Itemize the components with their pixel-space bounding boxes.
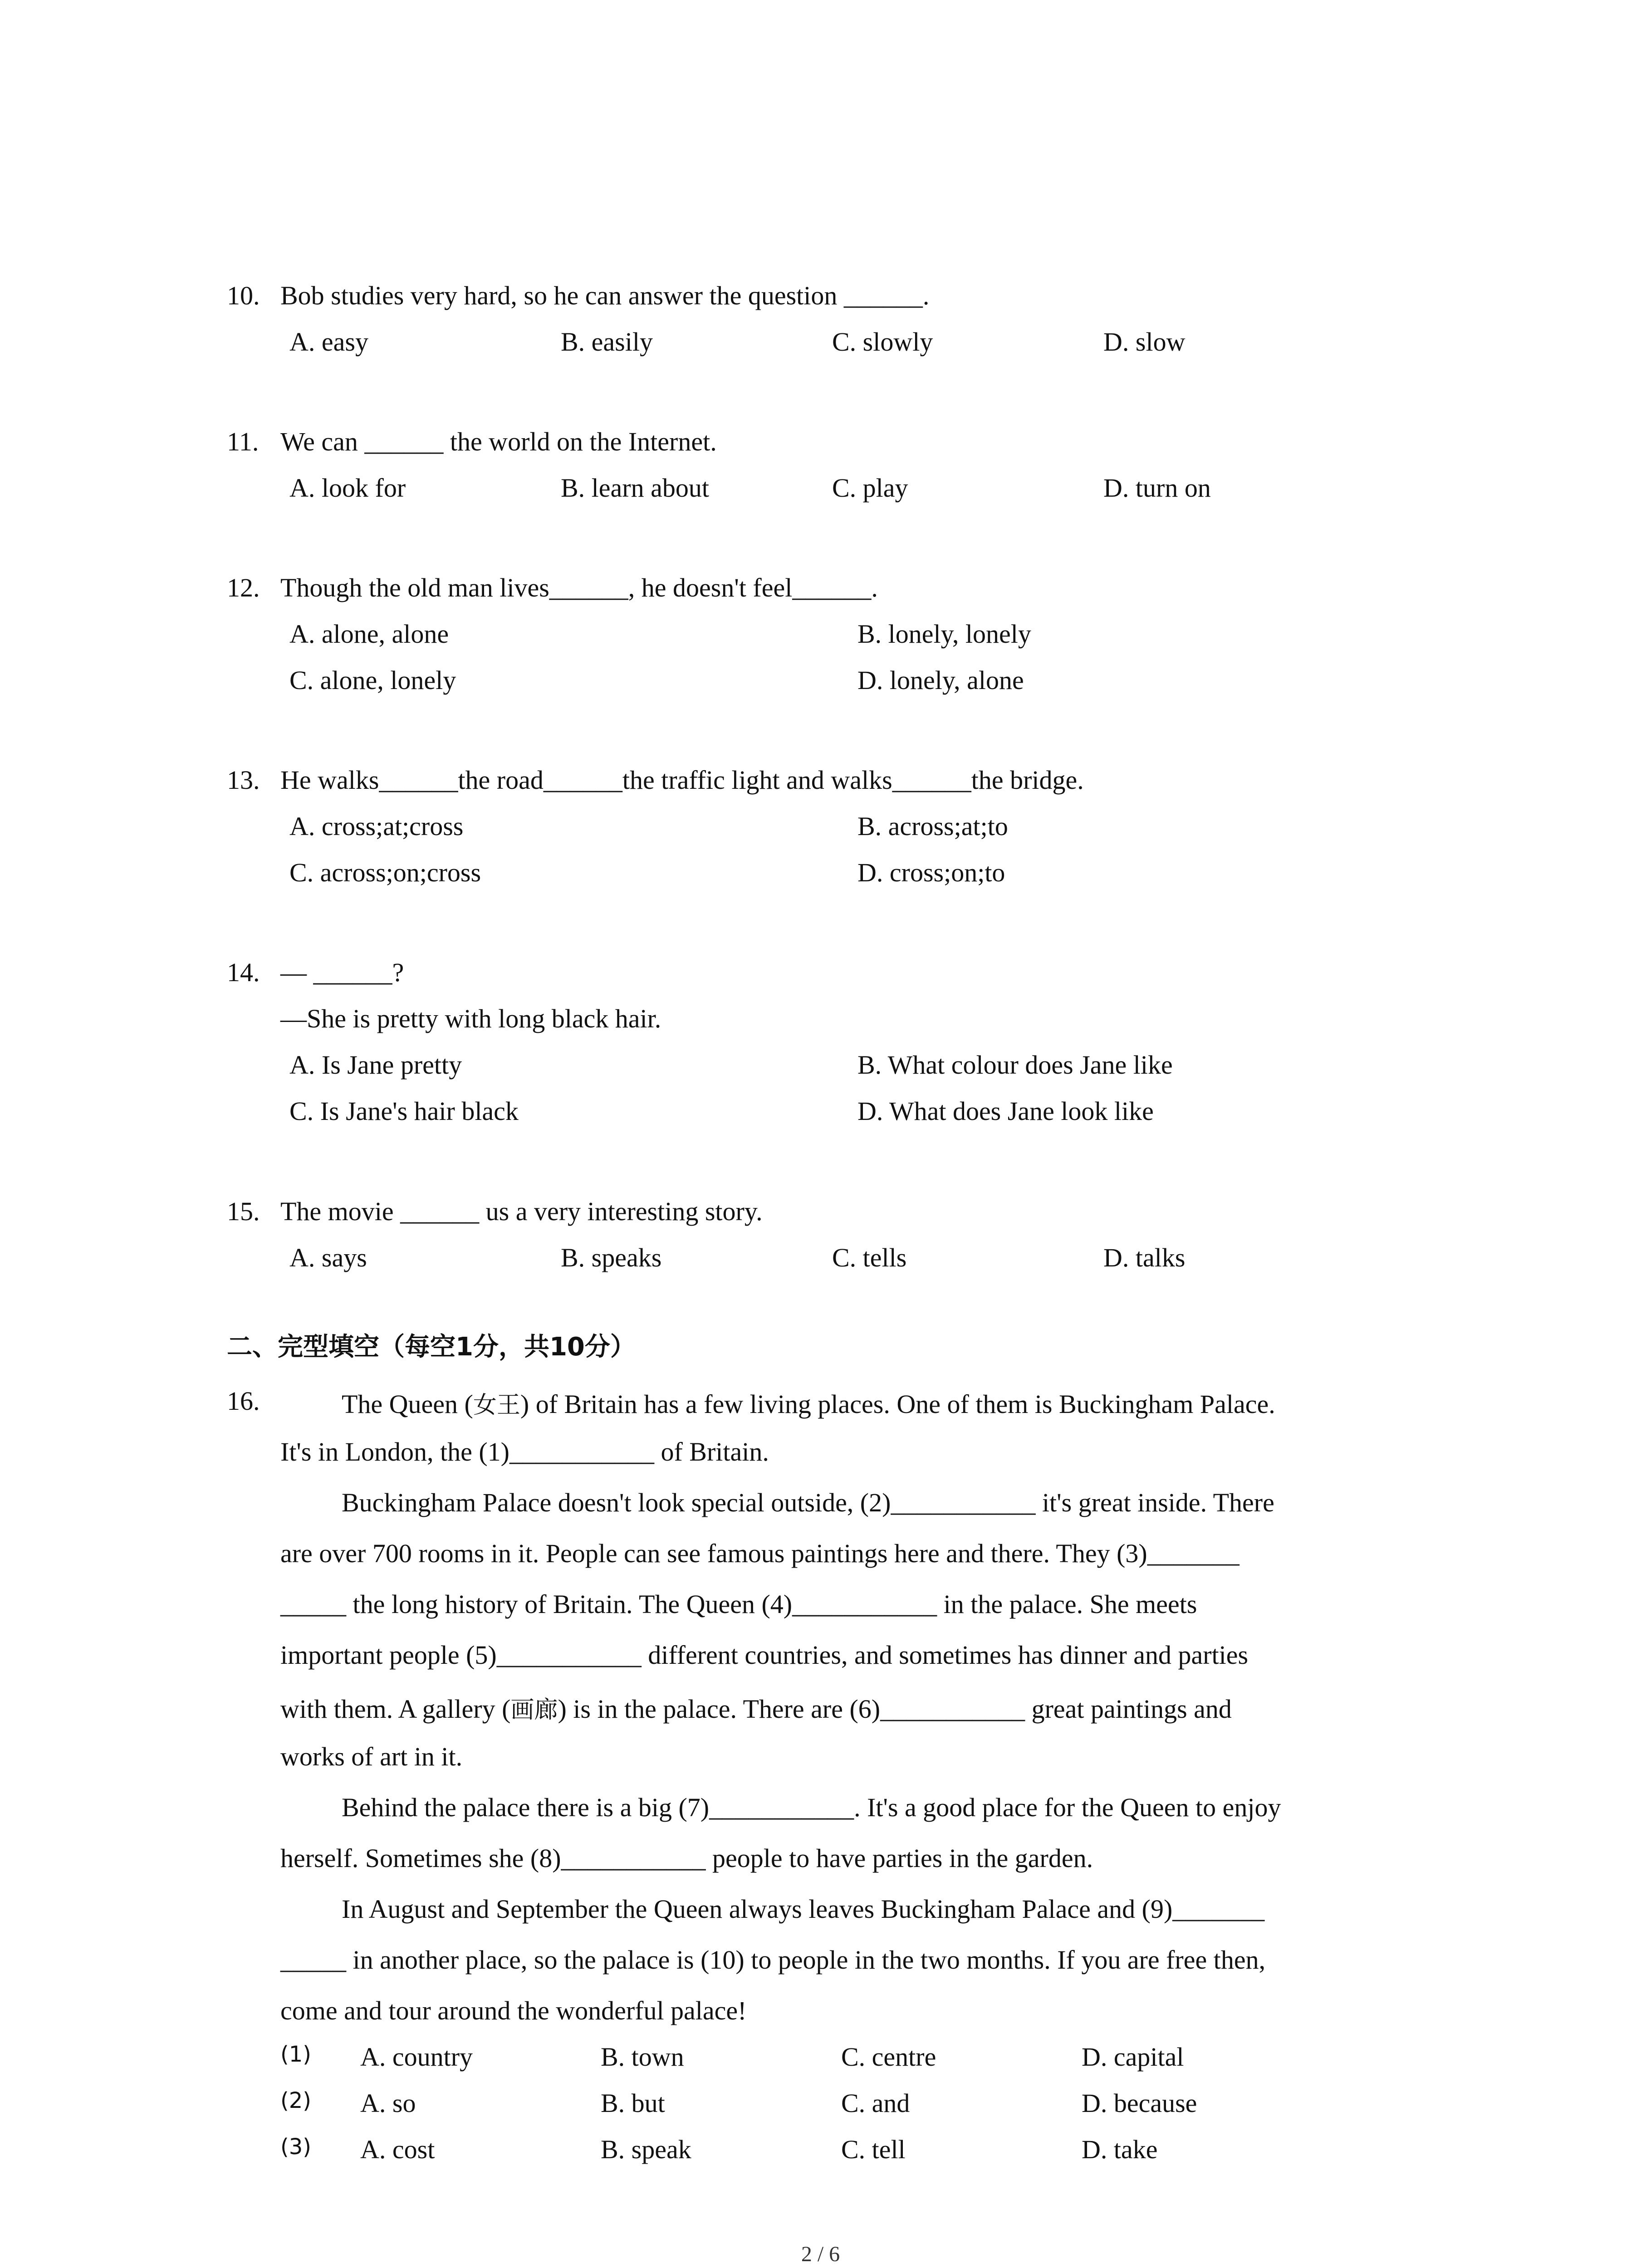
option-b: B. speak [601,2135,691,2164]
passage-line: _____ in another place, so the palace is (10) to people in the two months. If you are free then, [280,1945,1266,1975]
option-d: D. talks [1103,1243,1185,1272]
option-d: D. take [1082,2135,1158,2164]
option-a: A. easy [289,327,368,357]
question-stem: Bob studies very hard, so he can answer the question ______. [280,281,930,310]
question-stem: He walks______the road______the traffic light and walks______the bridge. [280,765,1084,795]
question-number: 12. [227,573,260,602]
option-c: C. tell [841,2135,906,2164]
passage-line: with them. A gallery (画廊) is in the palace. There are (6)___________ great paintings and [280,1694,1232,1724]
option-d: D. cross;on;to [857,858,1005,887]
option-d: D. What does Jane look like [857,1096,1154,1126]
option-a: A. country [360,2042,473,2072]
option-c: C. tells [832,1243,907,1272]
passage-line: _____ the long history of Britain. The Queen (4)___________ in the palace. She meets [280,1589,1197,1619]
option-b: B. town [601,2042,684,2072]
option-b: B. across;at;to [857,811,1008,841]
option-d: D. slow [1103,327,1185,357]
option-d: D. because [1082,2088,1197,2118]
question-number: 11. [227,427,259,456]
sub-question-label: (3) [280,2134,311,2160]
option-d: D. lonely, alone [857,665,1024,695]
option-a: A. Is Jane pretty [289,1050,462,1080]
passage-line: It's in London, the (1)___________ of Britain. [280,1437,769,1466]
option-c: C. slowly [832,327,933,357]
option-c: C. centre [841,2042,936,2072]
option-b: B. lonely, lonely [857,619,1031,649]
sub-question-label: (2) [280,2088,311,2113]
question-number: 16. [227,1386,260,1416]
option-c: C. Is Jane's hair black [289,1096,519,1126]
option-d: D. capital [1082,2042,1184,2072]
passage-line: The Queen (女王) of Britain has a few living places. One of them is Buckingham Palace. [342,1389,1275,1419]
option-c: C. alone, lonely [289,665,456,695]
passage-line: Buckingham Palace doesn't look special outside, (2)___________ it's great inside. There [342,1488,1274,1517]
question-stem: The movie ______ us a very interesting story. [280,1197,763,1226]
passage-line: important people (5)___________ different countries, and sometimes has dinner and parties [280,1640,1249,1670]
option-d: D. turn on [1103,473,1211,503]
question-number: 14. [227,958,260,987]
question-response: —She is pretty with long black hair. [280,1004,661,1033]
option-b: B. What colour does Jane like [857,1050,1173,1080]
option-c: C. across;on;cross [289,858,481,887]
passage-line: come and tour around the wonderful palace! [280,1996,747,2025]
gallery-gloss: 画廊 [510,1696,558,1724]
passage-line: In August and September the Queen always leaves Buckingham Palace and (9)_______ [342,1894,1265,1924]
page-number: 2 / 6 [801,2242,840,2266]
option-b: B. easily [561,327,653,357]
sub-question-label: (1) [280,2042,311,2067]
option-a: A. cross;at;cross [289,811,464,841]
option-a: A. look for [289,473,406,503]
question-number: 10. [227,281,260,310]
question-number: 15. [227,1197,260,1226]
section-heading: 二、完型填空（每空1分，共10分） [227,1332,636,1362]
option-a: A. says [289,1243,367,1272]
passage-line: Behind the palace there is a big (7)___________. It's a good place for the Queen to enjoy [342,1793,1281,1822]
question-stem: We can ______ the world on the Internet. [280,427,717,456]
question-number: 13. [227,765,260,795]
option-b: B. but [601,2088,665,2118]
option-a: A. so [360,2088,416,2118]
passage-line: are over 700 rooms in it. People can see famous paintings here and there. They (3)_______ [280,1539,1239,1568]
option-b: B. learn about [561,473,709,503]
queen-gloss: 女王 [473,1392,520,1419]
option-a: A. alone, alone [289,619,449,649]
option-c: C. and [841,2088,910,2118]
question-stem: Though the old man lives______, he doesn't feel______. [280,573,878,602]
option-a: A. cost [360,2135,435,2164]
question-stem: — ______? [280,958,404,987]
option-c: C. play [832,473,908,503]
passage-line: works of art in it. [280,1742,463,1771]
passage-line: herself. Sometimes she (8)___________ people to have parties in the garden. [280,1843,1093,1873]
option-b: B. speaks [561,1243,662,1272]
